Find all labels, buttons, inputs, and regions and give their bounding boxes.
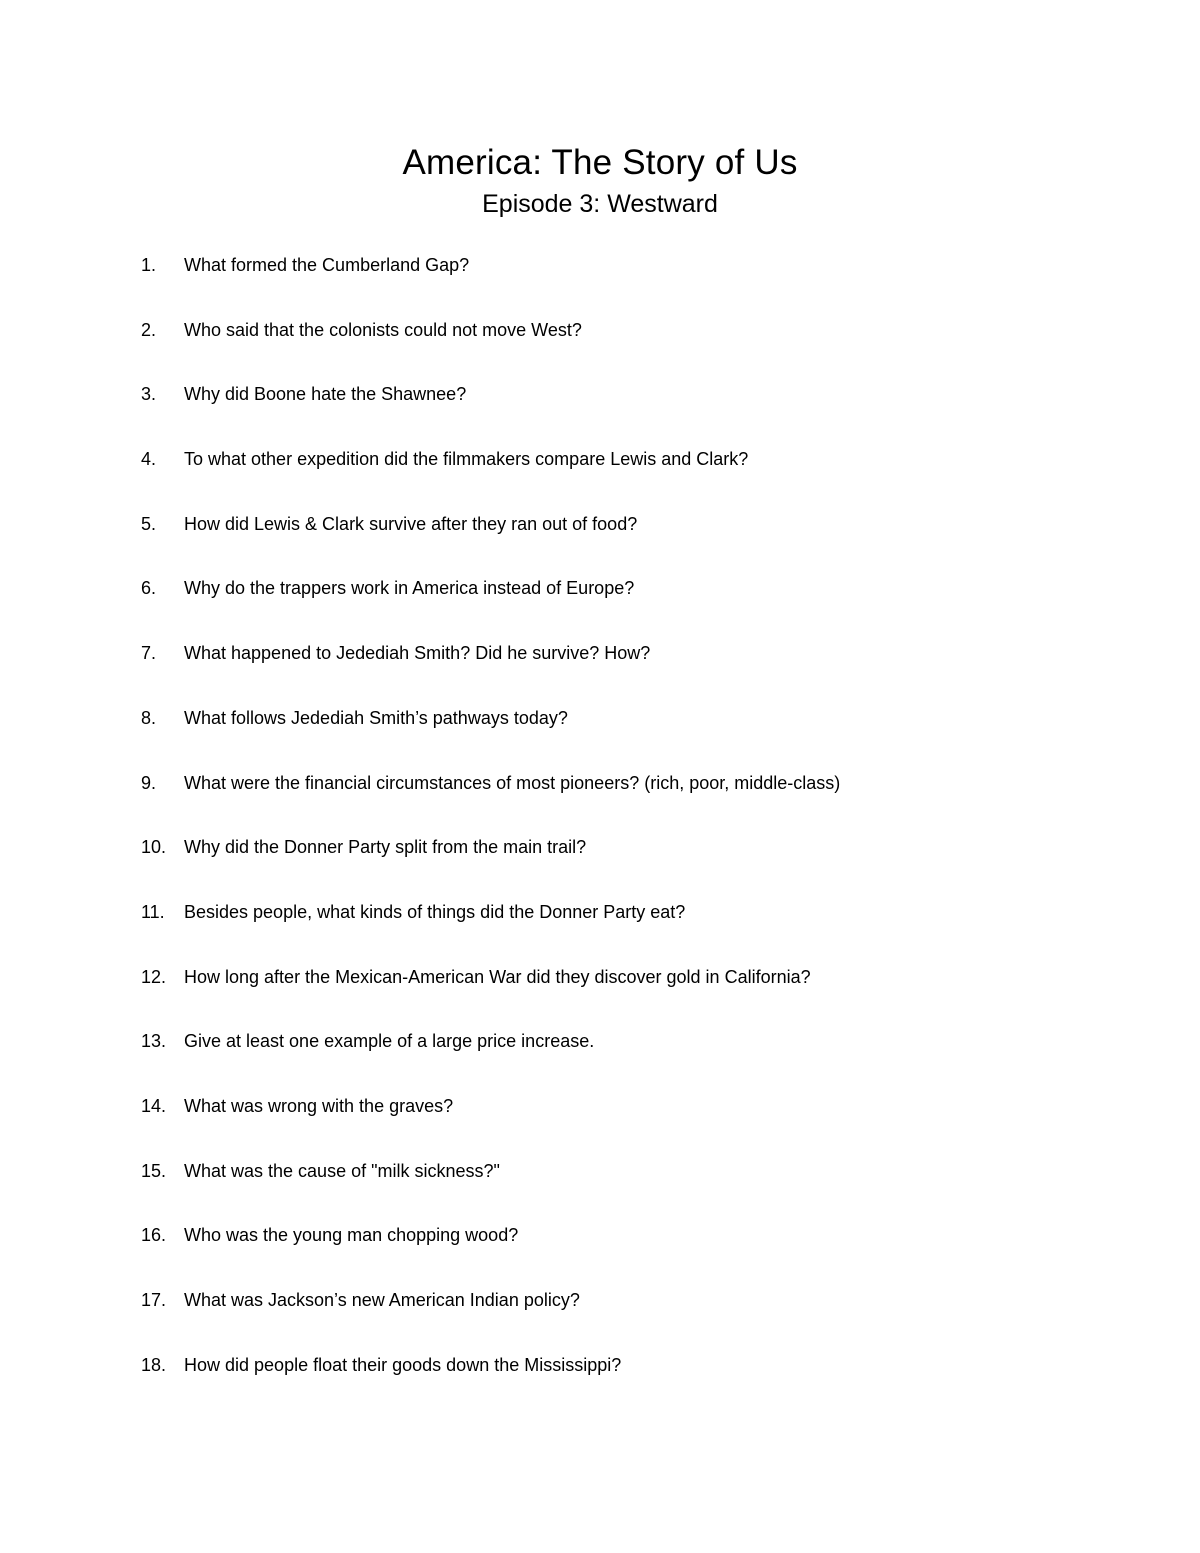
question-number: 11.: [141, 901, 165, 922]
question-item: [0, 1092, 1200, 1157]
question-number: 16.: [141, 1225, 167, 1246]
question-item: [0, 380, 1200, 445]
question-item: [0, 639, 1200, 704]
question-item: [0, 704, 1200, 769]
question-text: What was Jackson’s new American Indian policy?: [184, 1290, 580, 1310]
question-text: What was wrong with the graves?: [184, 1095, 454, 1116]
question-text: Why did the Donner Party split from the main trail?: [184, 837, 587, 858]
question-text: What formed the Cumberland Gap?: [184, 255, 470, 275]
question-number: 15.: [141, 1160, 167, 1181]
question-list: [0, 251, 1200, 1415]
question-number: 2.: [141, 319, 157, 340]
question-item: [0, 963, 1200, 1028]
question-item: [0, 898, 1200, 963]
question-number: 9.: [141, 772, 157, 793]
document-subtitle: Episode 3: Westward: [482, 190, 718, 218]
question-text: How did Lewis & Clark survive after they ran out of food?: [184, 513, 638, 534]
question-number: 3.: [141, 384, 157, 405]
question-item: [0, 769, 1200, 834]
question-item: [0, 574, 1200, 639]
question-text: Give at least one example of a large price increase.: [184, 1031, 595, 1052]
question-text: What was the cause of "milk sickness?": [184, 1160, 500, 1181]
question-number: 1.: [141, 255, 157, 275]
question-item: [0, 1157, 1200, 1222]
question-text: How did people float their goods down the Mississippi?: [184, 1354, 622, 1375]
question-text: Why do the trappers work in America instead of Europe?: [184, 578, 635, 599]
question-item: [0, 1027, 1200, 1092]
question-number: 7.: [141, 643, 157, 664]
question-text: How long after the Mexican-American War did they discover gold in California?: [184, 966, 811, 987]
question-number: 8.: [141, 707, 157, 728]
question-number: 10.: [141, 837, 167, 858]
question-text: To what other expedition did the filmmakers compare Lewis and Clark?: [184, 449, 749, 470]
question-item: [0, 316, 1200, 381]
question-number: 13.: [141, 1031, 167, 1052]
question-item: [0, 1351, 1200, 1416]
question-text: What follows Jedediah Smith’s pathways today?: [184, 707, 568, 728]
question-item: [0, 1221, 1200, 1286]
question-item: [0, 251, 1200, 316]
question-item: [0, 445, 1200, 510]
question-item: [0, 510, 1200, 575]
question-text: Why did Boone hate the Shawnee?: [184, 384, 467, 405]
question-text: What were the financial circumstances of most pioneers? (rich, poor, middle-class): [184, 772, 841, 793]
question-text: Who was the young man chopping wood?: [184, 1225, 519, 1246]
question-number: 4.: [141, 449, 157, 470]
question-number: 6.: [141, 578, 157, 599]
question-number: 17.: [141, 1290, 167, 1310]
question-text: What happened to Jedediah Smith? Did he survive? How?: [184, 643, 651, 664]
question-number: 18.: [141, 1354, 167, 1375]
document-title: America: The Story of Us: [402, 143, 798, 182]
question-number: 12.: [141, 966, 167, 987]
question-number: 14.: [141, 1095, 167, 1116]
question-item: [0, 833, 1200, 898]
question-text: Who said that the colonists could not move West?: [184, 319, 582, 340]
question-item: [0, 1286, 1200, 1351]
question-text: Besides people, what kinds of things did the Donner Party eat?: [184, 901, 686, 922]
question-number: 5.: [141, 513, 157, 534]
